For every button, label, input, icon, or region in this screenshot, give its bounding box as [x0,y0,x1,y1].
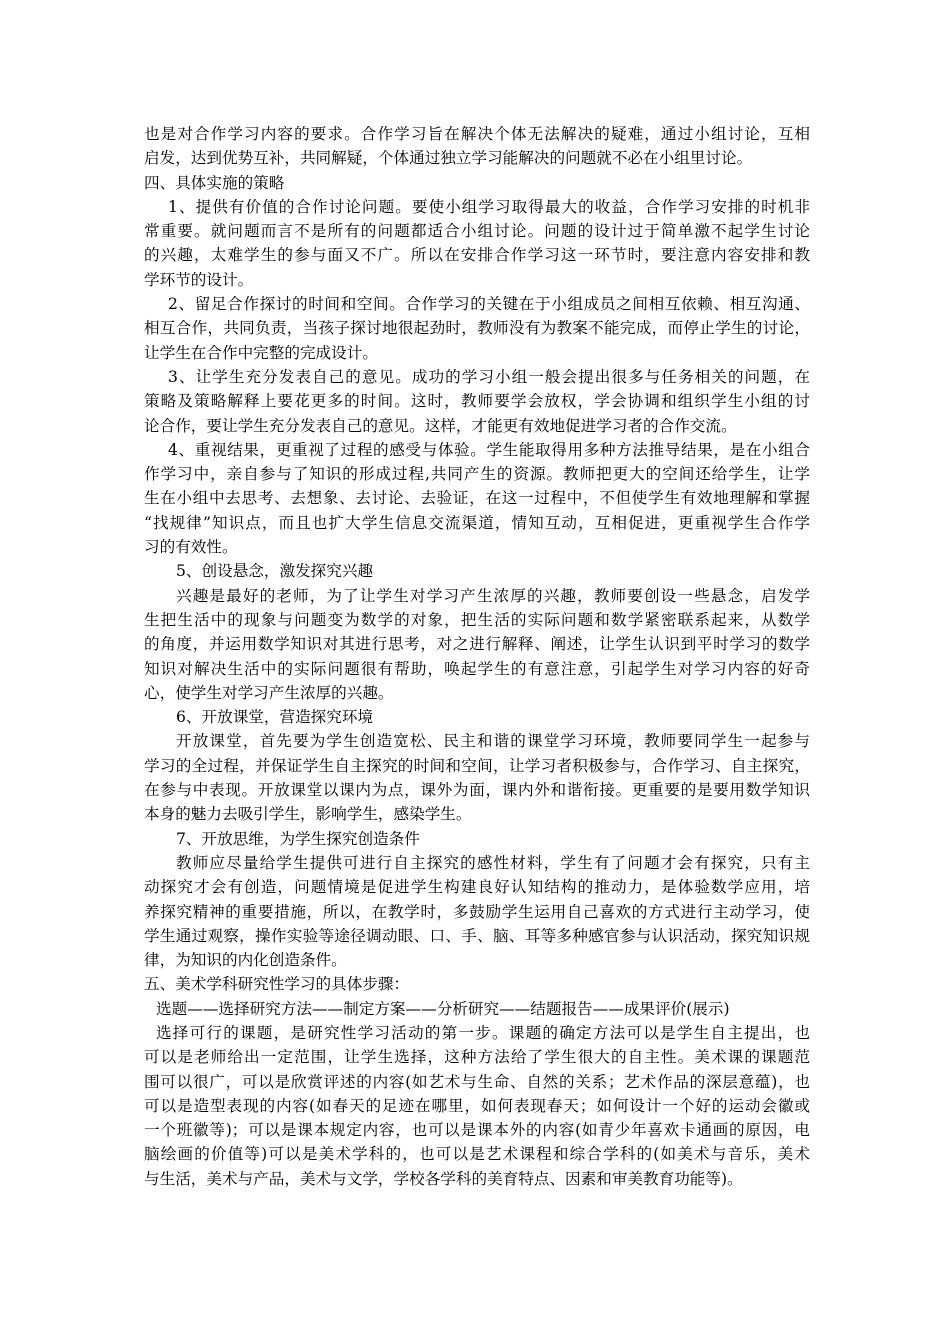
text-line: 开放课堂，首先要为学生创造宽松、民主和谐的课堂学习环境，教师要同学生一起参与 [176,732,810,751]
text-line: 选题——选择研究方法——制定方案——分析研究——结题报告——成果评价(展示) [156,999,730,1018]
text-line: 的角度，并运用数学知识对其进行思考，对之进行解释、阐述，让学生认识到平时学习的数学 [144,635,810,654]
text-line: 五、美术学科研究性学习的具体步骤： [144,975,410,994]
text-line: 可以是造型表现的内容(如春天的足迹在哪里，如何表现春天；如何设计一个好的运动会徽或 [144,1096,810,1115]
text-line: 作学习中，亲自参与了知识的形成过程,共同产生的资源。教师把更大的空间还给学生，让学 [144,465,810,484]
text-line: 常重要。就问题而言不是所有的问题都适合小组讨论。问题的设计过于简单激不起学生讨论 [144,222,810,241]
text-line: 3、让学生充分发表自己的意见。成功的学习小组一般会提出很多与任务相关的问题，在 [168,367,810,386]
text-line: 一个班徽等)；可以是课本规定内容，也可以是课本外的内容(如青少年喜欢卡通画的原因，电 [144,1121,810,1140]
text-line: 养探究精神的重要措施，所以，在教学时，多鼓励学生运用自己喜欢的方式进行主动学习，使 [144,902,810,921]
text-line: 兴趣是最好的老师，为了让学生对学习产生浓厚的兴趣，教师要创设一些悬念，启发学 [176,586,810,605]
text-line: 与生活，美术与产品，美术与文学，学校各学科的美育特点、因素和审美教育功能等)。 [144,1169,743,1188]
text-line: 5、创设悬念，激发探究兴趣 [176,562,374,581]
text-line: 在参与中表现。开放课堂以课内为点，课外为面，课内外和谐衔接。更重要的是要用数学知识 [144,781,810,800]
text-line: 2、留足合作探讨的时间和空间。合作学习的关键在于小组成员之间相互依赖、相互沟通、 [168,295,810,314]
text-line: 四、具体实施的策略 [144,173,285,192]
text-line: 1、提供有价值的合作讨论问题。要使小组学习取得最大的收益，合作学习安排的时机非 [168,197,810,216]
text-line: 习的有效性。 [144,538,238,557]
text-line: 围可以很广，可以是欣赏评述的内容(如艺术与生命、自然的关系；艺术作品的深层意蕴)，也 [144,1072,810,1091]
text-line: 学生通过观察，操作实验等途径调动眼、口、手、脑、耳等多种感官参与认识活动，探究知识规 [144,926,810,945]
text-line: 生把生活中的现象与问题变为数学的对象，把生活的实际问题和数学紧密联系起来，从数学 [144,610,810,629]
text-line: 生在小组中去思考、去想象、去讨论、去验证，在这一过程中，不但使学生有效地理解和掌握 [144,489,810,508]
text-line: 4、重视结果，更重视了过程的感受与体验。学生能取得用多种方法推导结果，是在小组合 [168,440,810,459]
text-line: 论合作，要让学生充分发表自己的意见。这样，才能更有效地促进学习者的合作交流。 [144,416,737,435]
text-line: 6、开放课堂，营造探究环境 [176,708,374,727]
text-line: 7、开放思维，为学生探究创造条件 [176,829,420,848]
text-line: 律，为知识的内化创造条件。 [144,951,347,970]
text-line: 的兴趣，太难学生的参与面又不广。所以在安排合作学习这一环节时，要注意内容安排和教 [144,246,810,265]
text-line: 也是对合作学习内容的要求。合作学习旨在解决个体无法解决的疑难，通过小组讨论，互相 [144,125,810,143]
text-line: 让学生在合作中完整的完成设计。 [144,343,378,362]
text-line: 启发，达到优势互补，共同解疑，个体通过独立学习能解决的问题就不必在小组里讨论。 [144,149,753,168]
text-line: 教师应尽量给学生提供可进行自主探究的感性材料，学生有了问题才会有探究，只有主 [176,853,810,872]
text-line: 动探究才会有创造，问题情境是促进学生构建良好认知结构的推动力，是体验数学应用，培 [144,878,810,897]
text-line: 知识对解决生活中的实际问题很有帮助，唤起学生的有意注意，引起学生对学习内容的好奇 [144,659,810,678]
text-line: 心，使学生对学习产生浓厚的兴趣。 [144,683,394,702]
text-line: 脑绘画的价值等)可以是美术学科的，也可以是艺术课程和综合学科的(如美术与音乐，美术 [144,1145,810,1164]
text-line: 可以是老师给出一定范围，让学生选择，这种方法给了学生很大的自主性。美术课的课题范 [144,1048,810,1067]
text-line: 学环节的设计。 [144,270,254,289]
text-line: 相互合作，共同负责，当孩子探讨地很起劲时，教师没有为教案不能完成，而停止学生的讨论， [144,319,810,338]
document-page [144,122,810,1191]
text-line: 学习的全过程，并保证学生自主探究的时间和空间，让学习者积极参与，合作学习、自主探究， [144,756,810,775]
text-line: 选择可行的课题，是研究性学习活动的第一步。课题的确定方法可以是学生自主提出，也 [156,1023,810,1042]
text-line: 本身的魅力去吸引学生，影响学生，感染学生。 [144,805,472,824]
text-line: 策略及策略解释上要花更多的时间。这时，教师要学会放权，学会协调和组织学生小组的讨 [144,392,810,411]
text-line: “找规律”知识点，而且也扩大学生信息交流渠道，情知互动，互相促进，更重视学生合作学 [144,513,810,532]
